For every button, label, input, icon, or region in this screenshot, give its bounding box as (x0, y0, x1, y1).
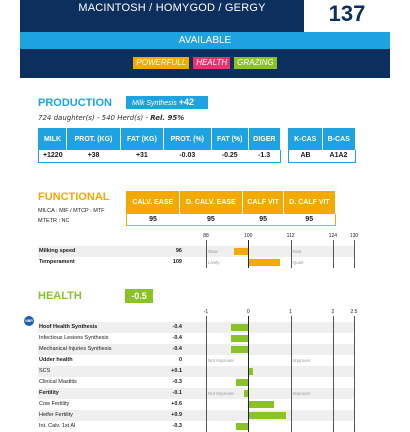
production-value-3: -0.03 (163, 150, 211, 163)
health-gridline (248, 316, 249, 432)
functional-axis-tick: 130 (349, 233, 359, 239)
bull-name: MACINTOSH / HOMYGOD / GERGY (78, 2, 266, 14)
casein-column-header-1: B-CAS (322, 129, 356, 150)
health-trait-row (38, 333, 354, 344)
nbr-logo-icon: NBR (24, 316, 34, 326)
health-trait-value: +0.6 (171, 401, 182, 407)
functional-axis-tick: 88 (203, 233, 209, 239)
functional-trait-low-label: Lively (208, 260, 220, 265)
health-trait-label: SCS (39, 368, 51, 374)
casein-column-header-0: K-CAS (289, 129, 323, 150)
health-trait-value: 0 (178, 357, 182, 363)
functional-sub1: MILCA : MIF / MTCP : MTF (38, 208, 105, 214)
health-gridline (206, 316, 207, 432)
daughters-herds: 724 daughter(s) - 540 Herd(s) - (38, 114, 151, 122)
production-value-5: -1.3 (248, 150, 280, 163)
health-trait-row (38, 355, 354, 366)
functional-table (126, 191, 336, 226)
health-trait-label: Heifer Fertility (39, 412, 73, 418)
health-trait-high-label: Improver (292, 391, 311, 396)
functional-trait-bar (248, 259, 280, 266)
health-axis-tick: -1 (203, 309, 209, 315)
health-trait-row (38, 421, 354, 432)
production-column-header-1: PROT. (KG) (67, 129, 121, 150)
production-value-1: +38 (67, 150, 121, 163)
health-trait-label: Cow Fertility (39, 401, 70, 407)
production-column-header-3: PROT. (%) (163, 129, 211, 150)
functional-value-0: 95 (127, 214, 180, 226)
health-trait-label: Hoof Health Synthesis (39, 324, 98, 330)
health-trait-row (38, 410, 354, 421)
milk-synthesis-value: +42 (178, 97, 194, 107)
health-axis-tick: 1 (289, 309, 292, 315)
functional-gridline (248, 240, 249, 268)
health-trait-value: -0.1 (172, 390, 182, 396)
production-value-0: +1220 (39, 150, 67, 163)
health-trait-row (38, 344, 354, 355)
health-trait-value: +0.9 (171, 412, 182, 418)
health-trait-label: Clinical Mastitis (39, 379, 77, 385)
functional-axis-tick: 112 (286, 233, 295, 239)
health-trait-row (38, 388, 354, 399)
health-gridline (333, 316, 334, 432)
health-trait-bar (231, 346, 248, 353)
tag-list (20, 57, 390, 69)
functional-trait-bar (234, 248, 248, 255)
availability-status: AVAILABLE (20, 32, 390, 49)
tag-health: HEALTH (193, 57, 230, 69)
functional-gridline (206, 240, 207, 268)
functional-trait-row (38, 257, 354, 268)
production-column-header-4: FAT (%) (211, 129, 248, 150)
functional-gridline (354, 240, 355, 268)
functional-column-header-3: D. CALF VIT (283, 192, 335, 214)
health-trait-value: -0.4 (172, 324, 182, 330)
health-trait-label: Udder health (39, 357, 73, 363)
health-axis-tick: 0 (246, 309, 250, 315)
health-trait-high-label: Improver (292, 358, 311, 363)
production-table (38, 128, 281, 163)
bull-number: 137 (304, 0, 390, 32)
health-badge: -0.5 (125, 289, 153, 303)
health-trait-label: Int. Calv. 1st AI (39, 423, 76, 429)
functional-column-header-2: CALF VIT (243, 192, 284, 214)
reliability: Rel. 95% (150, 114, 185, 122)
health-trait-label: Fertility (39, 390, 59, 396)
health-title: HEALTH (38, 290, 82, 302)
functional-value-2: 95 (243, 214, 284, 226)
functional-gridline (333, 240, 334, 268)
health-trait-bar (248, 401, 273, 408)
health-trait-label: Mechanical Injuries Synthesis (39, 346, 112, 352)
health-trait-low-label: Not Improver (208, 358, 235, 363)
milk-synthesis-label: Milk Synthesis (132, 100, 179, 107)
health-trait-row (38, 366, 354, 377)
functional-trait-value: 109 (172, 259, 182, 265)
functional-trait-value: 96 (175, 248, 182, 254)
production-column-header-0: MILK (39, 129, 67, 150)
health-trait-row (38, 322, 354, 333)
health-trait-value: -0.3 (172, 423, 182, 429)
health-trait-label: Infectious Lesions Synthesis (39, 335, 109, 341)
health-trait-bar (231, 324, 248, 331)
functional-trait-low-label: Slow (208, 249, 218, 254)
functional-trait-high-label: Quiet (292, 260, 304, 265)
health-axis-tick: 2.5 (350, 309, 358, 315)
functional-trait-row (38, 246, 354, 257)
functional-value-3: 95 (283, 214, 335, 226)
casein-value-1: A1A2 (329, 152, 348, 160)
functional-title: FUNCTIONAL (38, 191, 110, 203)
health-trait-value: +0.1 (171, 368, 182, 374)
casein-value-0: AB (300, 152, 311, 160)
casein-table (288, 128, 356, 163)
functional-trait-label: Temperament (39, 259, 75, 265)
production-value-4: -0.25 (211, 150, 248, 163)
functional-axis-tick: 124 (328, 233, 338, 239)
functional-column-header-0: CALV. EASE (127, 192, 180, 214)
production-column-header-2: FAT (KG) (120, 129, 163, 150)
health-trait-bar (231, 335, 248, 342)
health-trait-bar (236, 379, 249, 386)
functional-column-header-1: D. CALV. EASE (179, 192, 243, 214)
production-title: PRODUCTION (38, 97, 112, 109)
production-column-header-5: DIGER (248, 129, 280, 150)
health-gridline (354, 316, 355, 432)
tag-grazing: GRAZING (234, 57, 276, 69)
functional-trait-label: Milking speed (39, 248, 76, 254)
health-gridline (291, 316, 292, 432)
tag-powerfull: POWERFULL (133, 57, 189, 69)
functional-gridline (291, 240, 292, 268)
functional-sub2: MTETR : NC (38, 218, 70, 224)
health-trait-row (38, 377, 354, 388)
milk-synthesis-badge (126, 96, 208, 109)
health-trait-value: -0.4 (172, 335, 182, 341)
functional-axis-tick: 100 (244, 233, 253, 239)
health-trait-low-label: Not Improver (208, 391, 235, 396)
bull-header (20, 0, 390, 78)
functional-value-1: 95 (179, 214, 243, 226)
production-subtitle (38, 114, 184, 122)
health-trait-bar (248, 412, 286, 419)
health-trait-bar (236, 423, 249, 430)
functional-trait-high-label: Fast (292, 249, 302, 254)
production-value-2: +31 (120, 150, 163, 163)
health-trait-value: -0.4 (172, 346, 182, 352)
health-axis-tick: 2 (331, 309, 335, 315)
health-trait-value: -0.3 (172, 379, 182, 385)
health-trait-row (38, 399, 354, 410)
